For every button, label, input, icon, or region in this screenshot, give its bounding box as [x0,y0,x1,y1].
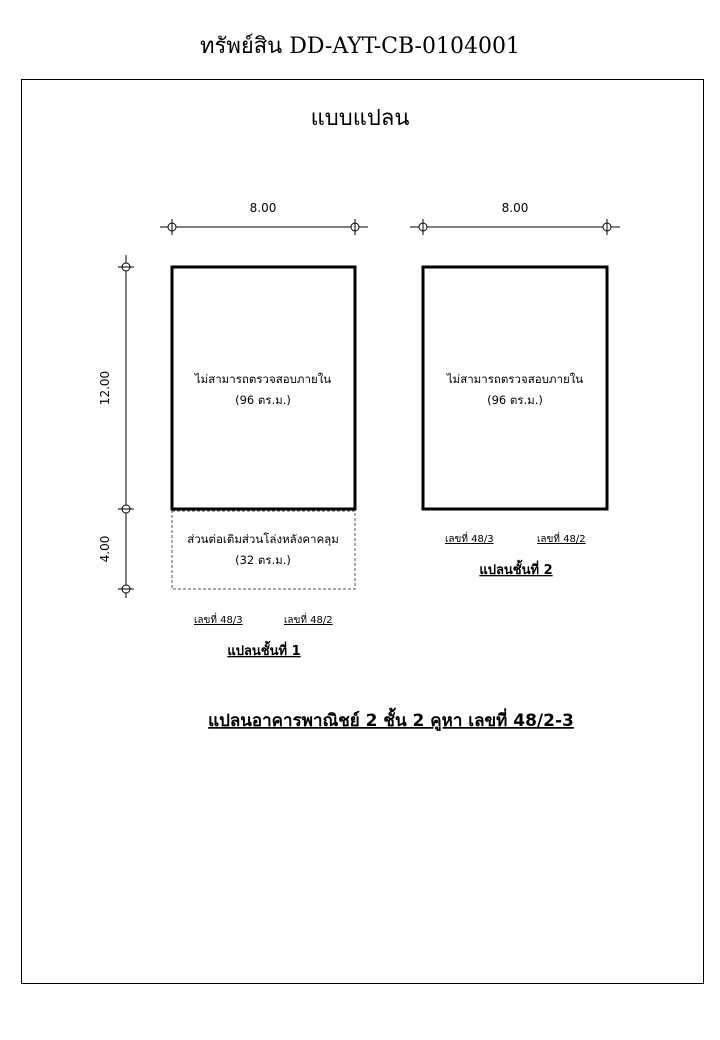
plan-1-height-ext-label: 4.00 [98,535,112,563]
plan-2-caption: แปลนชั้นที่ 2 [479,563,553,578]
plan-1-unit-left: เลขที่ 48/3 [194,615,243,626]
plan-1-caption: แปลนชั้นที่ 1 [227,644,301,659]
plan-1-room-note: ไม่สามารถตรวจสอบภายใน [194,372,332,386]
plan-2-width-dimension [410,219,620,235]
plan-2-width-label: 8.00 [501,201,529,215]
plan-heading: แบบแปลน [310,106,410,131]
plan-1-extension-note: ส่วนต่อเติมส่วนโล่งหลังคาคลุม [187,532,339,546]
plan-1-height-main-label: 12.00 [98,370,112,406]
plan-1-extension [172,511,355,589]
plan-2 [410,201,620,578]
plan-2-room [423,267,607,509]
plan-1-room [172,267,355,509]
plan-1-extension-area: (32 ตร.ม.) [235,553,291,567]
plan-2-unit-right: เลขที่ 48/2 [537,534,586,545]
plan-1-width-label: 8.00 [249,201,277,215]
plan-2-unit-left: เลขที่ 48/3 [445,534,494,545]
plan-1-room-area: (96 ตร.ม.) [235,393,291,407]
building-plan-caption: แปลนอาคารพาณิชย์ 2 ชั้น 2 คูหา เลขที่ 48/2-3 [208,711,574,731]
plan-1-height-dimension [118,255,134,598]
page-title: ทรัพย์สิน DD-AYT-CB-0104001 [200,34,520,59]
plan-2-room-note: ไม่สามารถตรวจสอบภายใน [446,372,584,386]
plan-1-unit-right: เลขที่ 48/2 [284,615,333,626]
plan-1 [98,201,368,659]
plan-1-width-dimension [160,219,368,235]
plan-2-room-area: (96 ตร.ม.) [487,393,543,407]
